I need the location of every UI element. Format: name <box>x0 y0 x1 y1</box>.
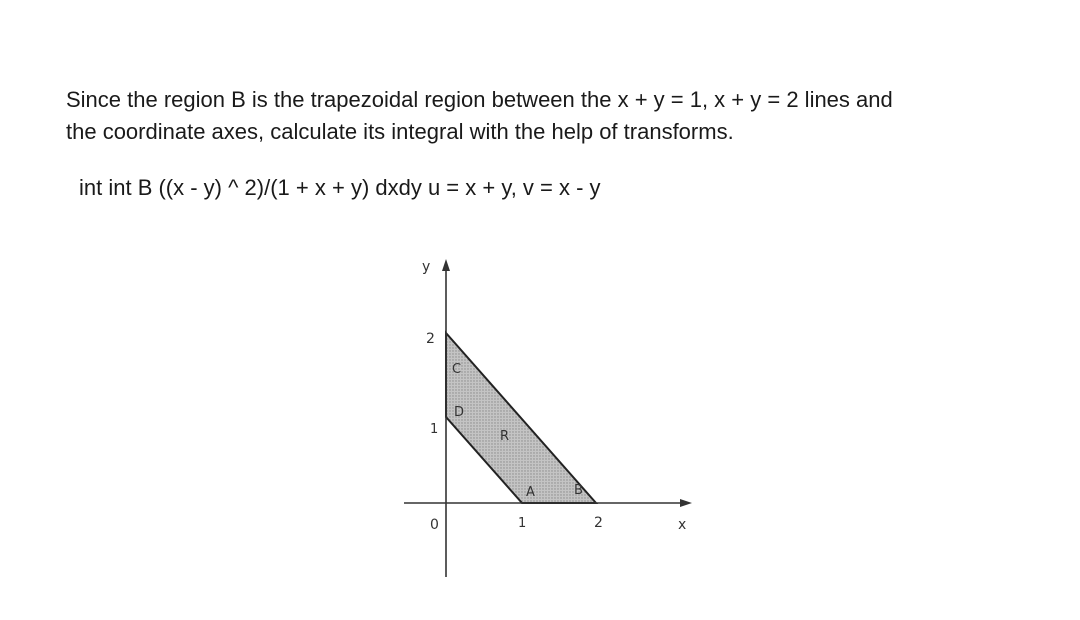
shaded-region-r <box>446 333 596 503</box>
x-axis-label: x <box>678 517 687 533</box>
y-axis-arrow-icon <box>442 259 450 271</box>
region-diagram <box>380 245 720 585</box>
origin-label: 0 <box>430 517 439 533</box>
x-axis-arrow-icon <box>680 499 692 507</box>
x-tick-2-label: 2 <box>594 515 603 531</box>
problem-line-2: the coordinate axes, calculate its integral with the help of transforms. <box>66 119 734 144</box>
region-label: R <box>500 429 510 444</box>
point-d-label: D <box>454 405 465 420</box>
problem-statement <box>66 84 1026 148</box>
point-a-label: A <box>526 485 535 500</box>
point-b-label: B <box>574 483 583 498</box>
x-tick-1-label: 1 <box>518 516 527 531</box>
integral-expression: int int B ((x - y) ^ 2)/(1 + x + y) dxdy u = x + y, v = x - y <box>79 175 601 200</box>
region-diagram-svg <box>380 245 720 585</box>
y-tick-2-label: 2 <box>426 331 435 347</box>
problem-line-1: Since the region B is the trapezoidal region between the x + y = 1, x + y = 2 lines and <box>66 87 893 112</box>
y-axis-label: y <box>422 259 431 275</box>
y-tick-1-label: 1 <box>430 422 439 437</box>
point-c-label: C <box>452 362 462 377</box>
